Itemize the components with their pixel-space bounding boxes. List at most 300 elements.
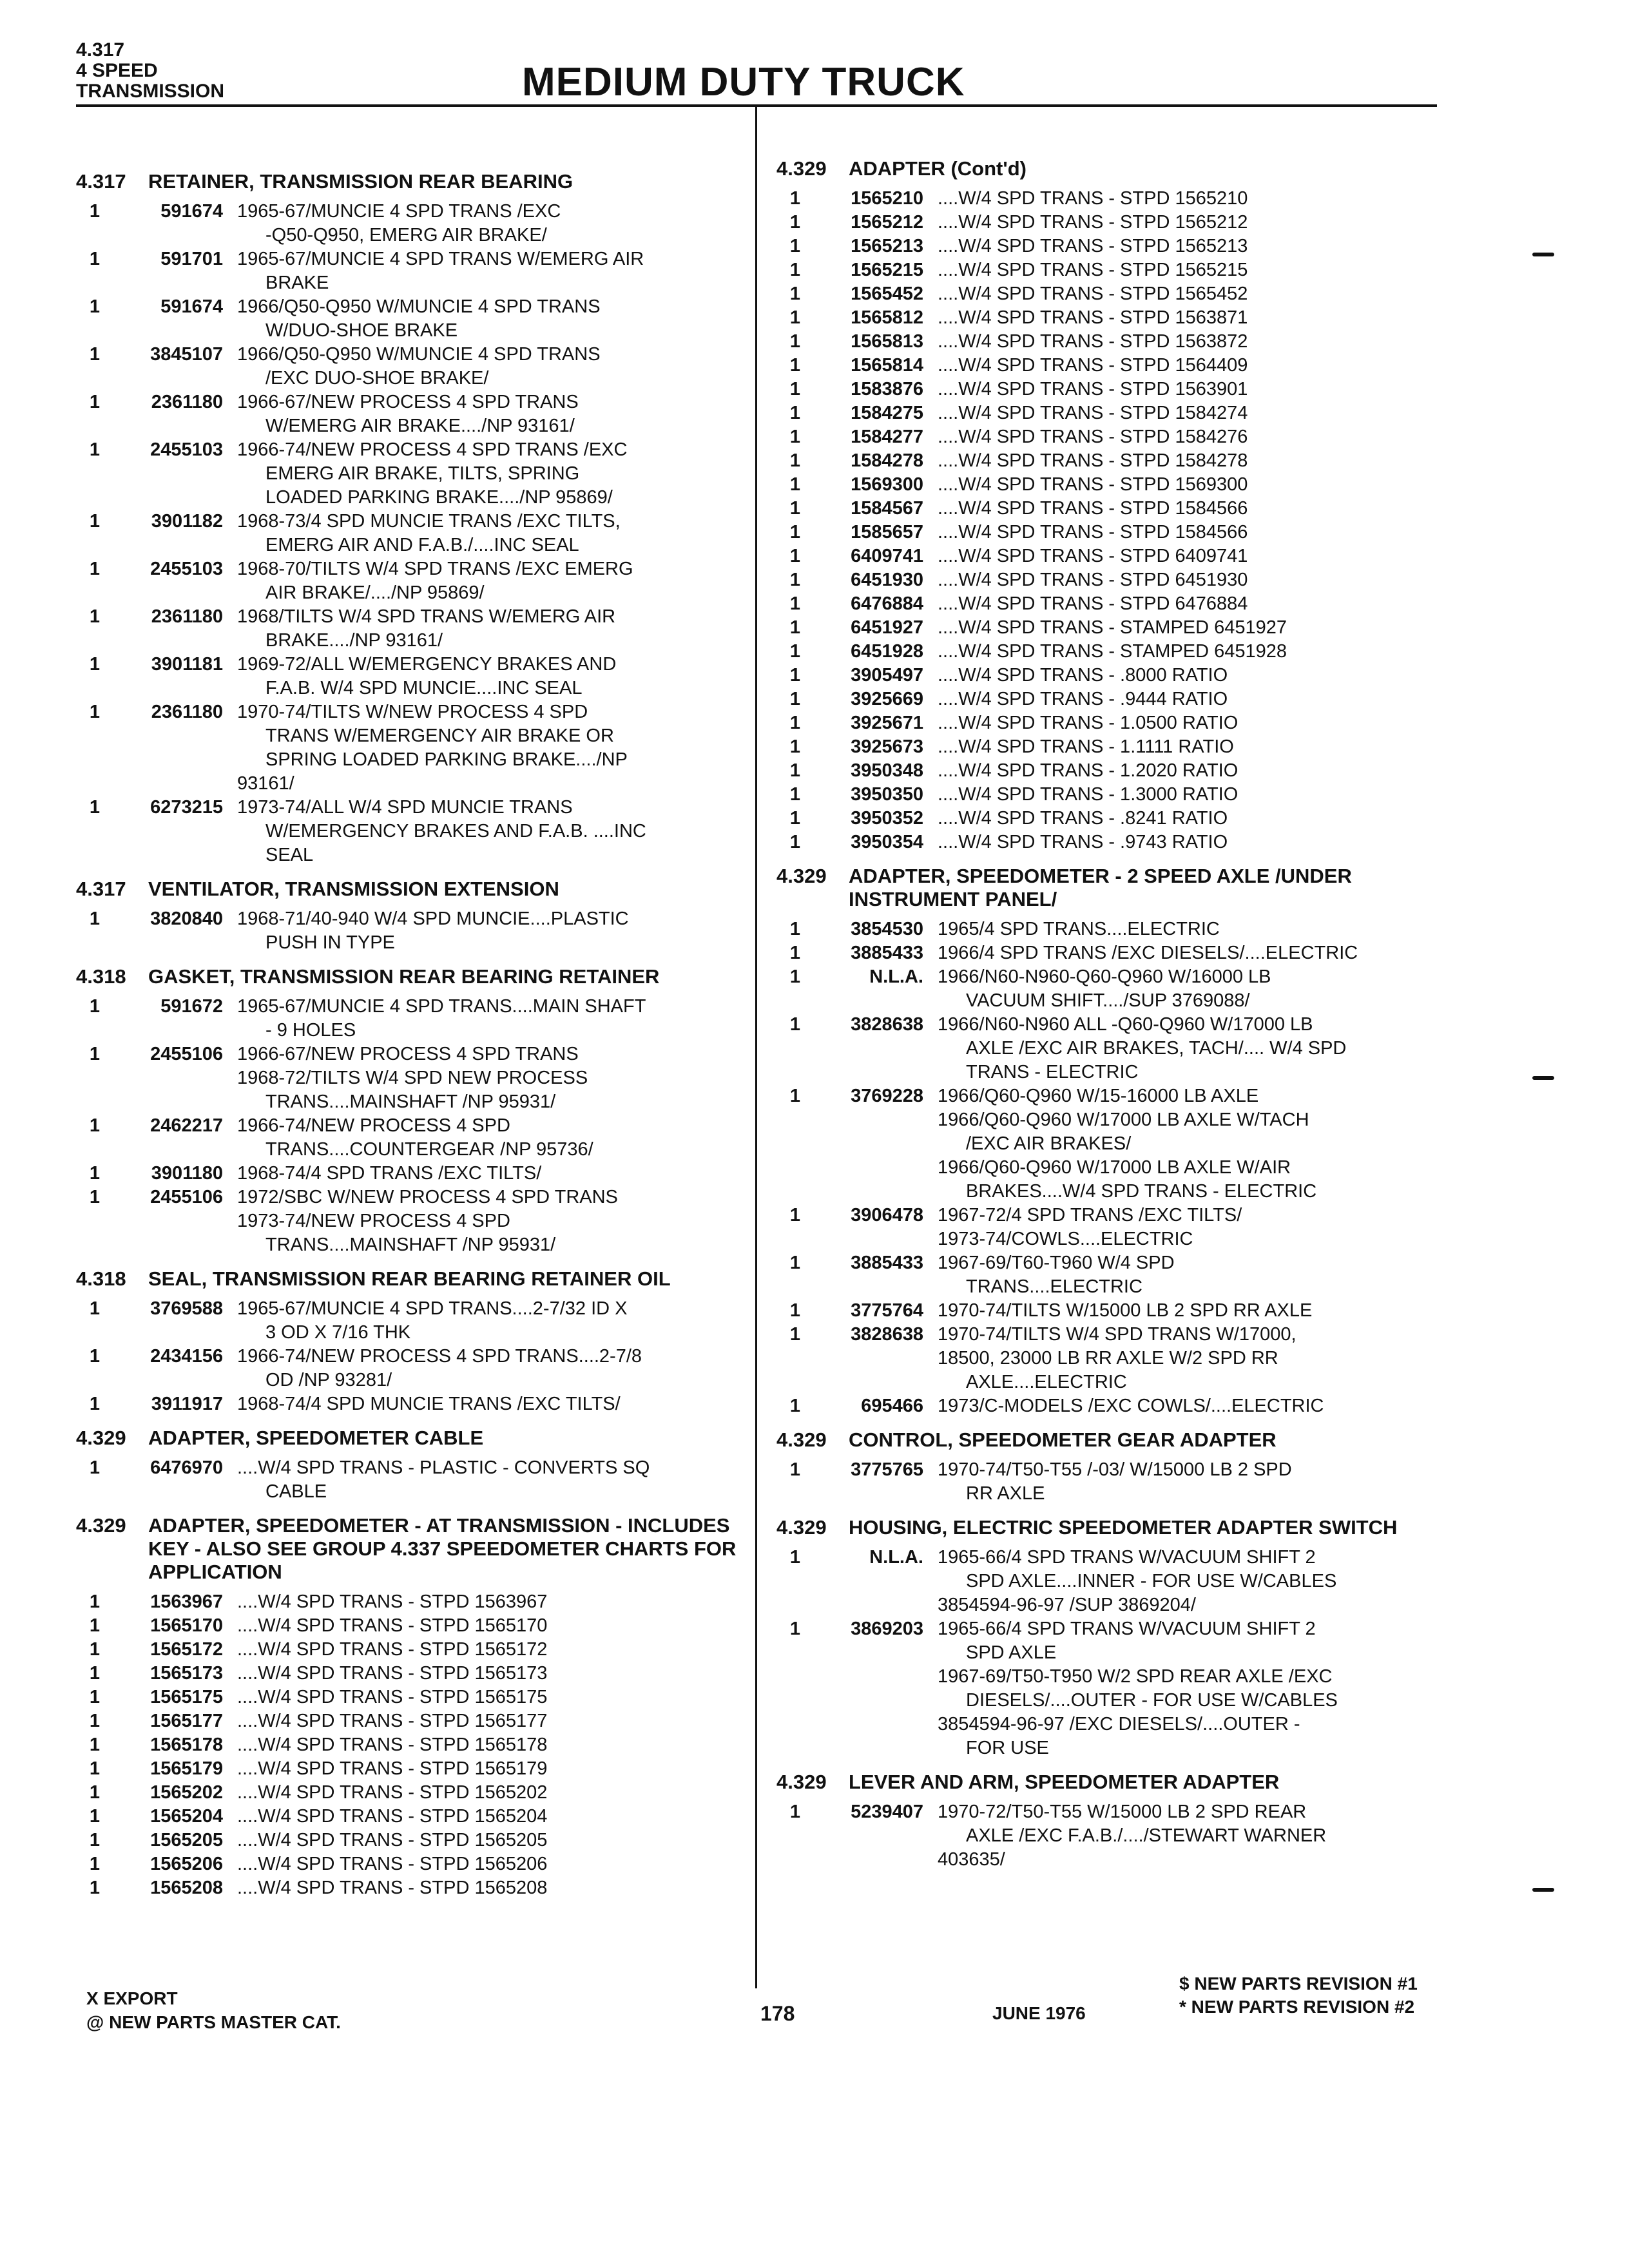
part-row [76, 295, 746, 343]
part-number: 591701 [160, 249, 223, 269]
part-quantity: 1 [789, 403, 801, 423]
part-quantity: 1 [789, 522, 801, 543]
part-row [776, 306, 1453, 330]
description-line: TRANS....ELECTRIC [966, 1276, 1142, 1297]
parts-section [76, 878, 746, 955]
part-number: 1563967 [150, 1591, 223, 1612]
description-line: ....W/4 SPD TRANS - STPD 1565210 [938, 188, 1248, 209]
part-description [237, 796, 746, 867]
section-title: LEVER AND ARM, SPEEDOMETER ADAPTER [849, 1771, 1280, 1793]
part-number: 1565210 [851, 188, 923, 209]
description-line: AXLE /EXC F.A.B./..../STEWART WARNER [966, 1825, 1327, 1846]
part-description [237, 295, 746, 343]
part-row [776, 687, 1453, 711]
part-quantity: 1 [789, 808, 801, 829]
part-quantity: 1 [89, 1346, 101, 1367]
part-description [938, 473, 1453, 497]
description-line: ....W/4 SPD TRANS - STAMPED 6451928 [938, 641, 1287, 662]
part-quantity: 1 [789, 1459, 801, 1480]
part-description [938, 831, 1453, 854]
part-quantity: 1 [789, 284, 801, 304]
part-description [237, 390, 746, 438]
section-title: ADAPTER, SPEEDOMETER - AT TRANSMISSION - INCLUDES KEY - ALSO SEE GROUP 4.337 SPEEDOMETER CHARTS FOR APPLICATION [148, 1514, 737, 1583]
description-line: 93161/ [237, 773, 294, 794]
description-line: 18500, 23000 LB RR AXLE W/2 SPD RR [938, 1348, 1278, 1369]
description-line: W/EMERG AIR BRAKE..../NP 93161/ [265, 416, 575, 436]
part-quantity: 1 [789, 1253, 801, 1273]
part-number: 6451927 [851, 617, 923, 638]
part-quantity: 1 [89, 511, 101, 532]
description-line: 1968-70/TILTS W/4 SPD TRANS /EXC EMERG [237, 559, 633, 579]
part-description [237, 1781, 746, 1805]
part-number: 3950354 [851, 832, 923, 852]
description-line: 3854594-96-97 /EXC DIESELS/....OUTER - [938, 1714, 1300, 1735]
part-description [237, 1686, 746, 1709]
part-quantity: 1 [89, 797, 101, 818]
part-quantity: 1 [789, 260, 801, 280]
section-number: 4.329 [776, 157, 827, 180]
part-row [776, 735, 1453, 759]
part-row [76, 200, 746, 247]
description-line: TRANS....MAINSHAFT /NP 95931/ [265, 1235, 556, 1255]
description-line: ....W/4 SPD TRANS - STPD 1565206 [237, 1854, 548, 1874]
description-line: 1973-74/NEW PROCESS 4 SPD [237, 1211, 510, 1231]
part-quantity: 1 [789, 498, 801, 519]
part-row [76, 1345, 746, 1392]
part-number: 3775764 [851, 1300, 923, 1321]
part-description [938, 1084, 1453, 1204]
part-quantity: 1 [789, 1396, 801, 1416]
description-line: 1965-67/MUNCIE 4 SPD TRANS....2-7/32 ID X [237, 1298, 628, 1319]
description-line: PUSH IN TYPE [265, 932, 395, 953]
part-description [938, 640, 1453, 664]
section-title: SEAL, TRANSMISSION REAR BEARING RETAINER OIL [148, 1267, 671, 1290]
description-line: 3854594-96-97 /SUP 3869204/ [938, 1595, 1196, 1615]
part-number: 1565205 [150, 1830, 223, 1850]
description-line: 1968-74/4 SPD MUNCIE TRANS /EXC TILTS/ [237, 1394, 621, 1414]
page-title: MEDIUM DUTY TRUCK [522, 60, 965, 104]
part-row [776, 711, 1453, 735]
part-row [76, 1662, 746, 1686]
left-column [76, 160, 746, 1900]
parts-section [76, 1267, 746, 1416]
description-line: EMERG AIR AND F.A.B./....INC SEAL [265, 535, 579, 555]
part-row [776, 1204, 1453, 1251]
description-line: TRANS....COUNTERGEAR /NP 95736/ [265, 1139, 593, 1160]
description-line: ....W/4 SPD TRANS - .8000 RATIO [938, 665, 1228, 686]
part-number: 3769228 [851, 1086, 923, 1106]
part-quantity: 1 [789, 832, 801, 852]
part-number: 5239407 [851, 1802, 923, 1822]
part-number: 3925673 [851, 736, 923, 757]
part-number: 3885433 [851, 1253, 923, 1273]
section-heading [76, 1427, 746, 1450]
description-line: ....W/4 SPD TRANS - STPD 1565177 [237, 1711, 548, 1731]
part-description [938, 735, 1453, 759]
part-number: 1584567 [851, 498, 923, 519]
part-row [776, 918, 1453, 941]
description-line: /EXC DUO-SHOE BRAKE/ [265, 368, 489, 389]
part-quantity: 1 [789, 943, 801, 963]
part-quantity: 1 [789, 1324, 801, 1345]
description-line: 1967-69/T50-T950 W/2 SPD REAR AXLE /EXC [938, 1666, 1333, 1687]
part-row [776, 497, 1453, 521]
part-quantity: 1 [789, 1086, 801, 1106]
part-row [776, 831, 1453, 854]
description-line: VACUUM SHIFT..../SUP 3769088/ [966, 990, 1250, 1011]
part-number: 3775765 [851, 1459, 923, 1480]
description-line: FOR USE [966, 1738, 1049, 1758]
description-line: ....W/4 SPD TRANS - STPD 1564409 [938, 355, 1248, 376]
part-number: 591674 [160, 296, 223, 317]
part-row [776, 425, 1453, 449]
part-row [776, 965, 1453, 1013]
part-quantity: 1 [789, 760, 801, 781]
part-number: 3905497 [851, 665, 923, 686]
part-number: 1584278 [851, 450, 923, 471]
part-description [938, 401, 1453, 425]
part-quantity: 1 [89, 344, 101, 365]
part-row [76, 1162, 746, 1186]
part-row [776, 807, 1453, 831]
footer-revision-2: * NEW PARTS REVISION #2 [1179, 1997, 1415, 2017]
part-quantity: 1 [789, 736, 801, 757]
footer-date: JUNE 1976 [992, 2003, 1086, 2023]
part-description [938, 1299, 1453, 1323]
description-line: W/EMERGENCY BRAKES AND F.A.B. ....INC [265, 821, 646, 841]
part-description [938, 965, 1453, 1013]
description-line: ....W/4 SPD TRANS - STPD 6451930 [938, 570, 1248, 590]
description-line: 1972/SBC W/NEW PROCESS 4 SPD TRANS [237, 1187, 618, 1207]
part-quantity: 1 [789, 641, 801, 662]
section-number: 4.317 [76, 170, 126, 193]
part-number: 2455106 [150, 1044, 223, 1064]
part-description [237, 1186, 746, 1257]
part-row [76, 1638, 746, 1662]
part-quantity: 1 [789, 379, 801, 399]
description-line: ....W/4 SPD TRANS - STPD 1565215 [938, 260, 1248, 280]
part-number: 3950348 [851, 760, 923, 781]
part-row [76, 438, 746, 510]
part-number: 1565202 [150, 1782, 223, 1803]
part-quantity: 1 [89, 559, 101, 579]
part-row [776, 941, 1453, 965]
part-description [237, 247, 746, 295]
part-description [237, 343, 746, 390]
section-title: ADAPTER, SPEEDOMETER CABLE [148, 1427, 484, 1449]
description-line: LOADED PARKING BRAKE..../NP 95869/ [265, 487, 613, 508]
section-number: 4.329 [776, 865, 827, 887]
description-line: 1970-74/TILTS W/NEW PROCESS 4 SPD [237, 702, 588, 722]
part-number: 1585657 [851, 522, 923, 543]
description-line: 1970-74/T50-T55 /-03/ W/15000 LB 2 SPD [938, 1459, 1292, 1480]
part-quantity: 1 [89, 996, 101, 1017]
part-description [938, 258, 1453, 282]
part-description [938, 711, 1453, 735]
part-description [938, 592, 1453, 616]
part-number: 591672 [160, 996, 223, 1017]
part-description [938, 1013, 1453, 1084]
part-description [938, 211, 1453, 235]
margin-mark [1532, 253, 1554, 256]
description-line: ....W/4 SPD TRANS - STPD 1563871 [938, 307, 1248, 328]
part-row [776, 235, 1453, 258]
part-quantity: 1 [789, 570, 801, 590]
description-line: 1973-74/ALL W/4 SPD MUNCIE TRANS [237, 797, 573, 818]
part-row [76, 247, 746, 295]
part-description [938, 1800, 1453, 1872]
part-row [76, 1614, 746, 1638]
part-description [938, 1204, 1453, 1251]
parts-section [776, 157, 1453, 854]
part-description [237, 1456, 746, 1504]
description-line: 1966/Q50-Q950 W/MUNCIE 4 SPD TRANS [237, 296, 601, 317]
part-row [76, 1852, 746, 1876]
part-number: 3950352 [851, 808, 923, 829]
description-line: 3 OD X 7/16 THK [265, 1322, 411, 1343]
part-quantity: 1 [89, 439, 101, 460]
header-section-number: 4.317 [76, 39, 125, 61]
part-description [938, 235, 1453, 258]
part-quantity: 1 [789, 355, 801, 376]
description-line: 1966/N60-N960 ALL -Q60-Q960 W/17000 LB [938, 1014, 1313, 1035]
part-number: 2462217 [150, 1115, 223, 1136]
part-description [938, 521, 1453, 544]
part-description [938, 568, 1453, 592]
description-line: ....W/4 SPD TRANS - STPD 1565204 [237, 1806, 548, 1827]
description-line: ....W/4 SPD TRANS - STPD 1565170 [237, 1615, 548, 1636]
part-row [776, 1013, 1453, 1084]
part-row [776, 783, 1453, 807]
description-line: ....W/4 SPD TRANS - STPD 1565175 [237, 1687, 548, 1707]
header-section-label [76, 40, 224, 102]
section-heading [76, 878, 746, 901]
description-line: TRANS - ELECTRIC [966, 1062, 1139, 1082]
description-line: ....W/4 SPD TRANS - STPD 1565452 [938, 284, 1248, 304]
description-line: ....W/4 SPD TRANS - STPD 1565173 [237, 1663, 548, 1684]
description-line: BRAKE [265, 273, 329, 293]
part-row [776, 1084, 1453, 1204]
description-line: ....W/4 SPD TRANS - .8241 RATIO [938, 808, 1228, 829]
part-quantity: 1 [789, 450, 801, 471]
parts-section [76, 1427, 746, 1504]
description-line: ....W/4 SPD TRANS - STPD 1565172 [237, 1639, 548, 1660]
part-number: 3869203 [851, 1619, 923, 1639]
description-line: 1973-74/COWLS....ELECTRIC [938, 1229, 1193, 1249]
description-line: 1968-71/40-940 W/4 SPD MUNCIE....PLASTIC [237, 908, 629, 929]
part-row [76, 510, 746, 557]
part-quantity: 1 [89, 1711, 101, 1731]
part-quantity: 1 [89, 249, 101, 269]
part-description [237, 1876, 746, 1900]
description-line: W/DUO-SHOE BRAKE [265, 320, 458, 341]
part-quantity: 1 [89, 1758, 101, 1779]
description-line: SPD AXLE....INNER - FOR USE W/CABLES [966, 1571, 1337, 1591]
part-description [938, 941, 1453, 965]
part-number: 2455106 [150, 1187, 223, 1207]
description-line: ....W/4 SPD TRANS - STAMPED 6451927 [938, 617, 1287, 638]
part-row [776, 759, 1453, 783]
description-line: 1965-66/4 SPD TRANS W/VACUUM SHIFT 2 [938, 1547, 1316, 1568]
description-line: ....W/4 SPD TRANS - STPD 1565179 [237, 1758, 548, 1779]
part-row [776, 521, 1453, 544]
part-number: 2455103 [150, 439, 223, 460]
part-number: N.L.A. [869, 1547, 923, 1568]
description-line: TRANS W/EMERGENCY AIR BRAKE OR [265, 726, 614, 746]
part-description [237, 1162, 746, 1186]
part-number: 1565177 [150, 1711, 223, 1731]
part-number: 1565213 [851, 236, 923, 256]
part-number: N.L.A. [869, 966, 923, 987]
description-line: 1966-74/NEW PROCESS 4 SPD [237, 1115, 510, 1136]
part-number: 3901181 [151, 654, 223, 675]
part-number: 6273215 [150, 797, 223, 818]
description-line: 1968-74/4 SPD TRANS /EXC TILTS/ [237, 1163, 542, 1184]
part-quantity: 1 [89, 201, 101, 222]
description-line: DIESELS/....OUTER - FOR USE W/CABLES [966, 1690, 1338, 1711]
description-line: BRAKE..../NP 93161/ [265, 630, 443, 651]
part-quantity: 1 [89, 1615, 101, 1636]
part-row [76, 605, 746, 653]
part-description [237, 1733, 746, 1757]
description-line: ....W/4 SPD TRANS - STPD 1584276 [938, 427, 1248, 447]
description-line: 1966/4 SPD TRANS /EXC DIESELS/....ELECTRIC [938, 943, 1358, 963]
description-line: 1968-73/4 SPD MUNCIE TRANS /EXC TILTS, [237, 511, 621, 532]
description-line: ....W/4 SPD TRANS - STPD 1565212 [938, 212, 1248, 233]
description-line: 1966/Q60-Q960 W/17000 LB AXLE W/TACH [938, 1110, 1309, 1130]
section-title: RETAINER, TRANSMISSION REAR BEARING [148, 170, 574, 193]
description-line: /EXC AIR BRAKES/ [966, 1133, 1132, 1154]
part-number: 3901180 [151, 1163, 223, 1184]
part-quantity: 1 [789, 474, 801, 495]
part-description [938, 1617, 1453, 1760]
part-quantity: 1 [789, 593, 801, 614]
part-number: 3769588 [150, 1298, 223, 1319]
part-row [776, 1458, 1453, 1506]
description-line: ....W/4 SPD TRANS - STPD 1565205 [237, 1830, 548, 1850]
description-line: ....W/4 SPD TRANS - STPD 1563967 [237, 1591, 548, 1612]
part-description [237, 200, 746, 247]
part-quantity: 1 [789, 1300, 801, 1321]
description-line: 1965/4 SPD TRANS....ELECTRIC [938, 919, 1220, 939]
part-number: 3845107 [150, 344, 223, 365]
description-line: 1969-72/ALL W/EMERGENCY BRAKES AND [237, 654, 617, 675]
part-description [237, 1043, 746, 1114]
part-quantity: 1 [789, 1205, 801, 1225]
part-quantity: 1 [789, 188, 801, 209]
part-number: 3950350 [851, 784, 923, 805]
part-quantity: 1 [789, 784, 801, 805]
right-column [776, 147, 1453, 1872]
section-heading [776, 865, 1453, 911]
part-quantity: 1 [89, 1687, 101, 1707]
part-quantity: 1 [789, 617, 801, 638]
part-description [938, 187, 1453, 211]
part-row [776, 1617, 1453, 1760]
part-description [237, 1590, 746, 1614]
part-number: 1565170 [150, 1615, 223, 1636]
description-line: 1966/N60-N960-Q60-Q960 W/16000 LB [938, 966, 1271, 987]
part-quantity: 1 [789, 1619, 801, 1639]
description-line: 1966/Q50-Q950 W/MUNCIE 4 SPD TRANS [237, 344, 601, 365]
part-number: 1584275 [851, 403, 923, 423]
part-number: 1565814 [851, 355, 923, 376]
part-row [76, 1186, 746, 1257]
part-number: 1565215 [851, 260, 923, 280]
part-description [237, 700, 746, 796]
description-line: 1965-66/4 SPD TRANS W/VACUUM SHIFT 2 [938, 1619, 1316, 1639]
part-description [938, 1546, 1453, 1617]
description-line: 1967-69/T60-T960 W/4 SPD [938, 1253, 1175, 1273]
description-line: - 9 HOLES [265, 1020, 356, 1041]
description-line: 1973/C-MODELS /EXC COWLS/....ELECTRIC [938, 1396, 1324, 1416]
part-row [76, 1733, 746, 1757]
part-row [76, 1757, 746, 1781]
description-line: ....W/4 SPD TRANS - STPD 1584566 [938, 522, 1248, 543]
description-line: 1968-72/TILTS W/4 SPD NEW PROCESS [237, 1068, 588, 1088]
description-line: 1968/TILTS W/4 SPD TRANS W/EMERG AIR [237, 606, 616, 627]
part-quantity: 1 [89, 1187, 101, 1207]
description-line: TRANS....MAINSHAFT /NP 95931/ [265, 1091, 556, 1112]
part-number: 3906478 [851, 1205, 923, 1225]
part-row [76, 1781, 746, 1805]
part-description [938, 1251, 1453, 1299]
part-description [237, 1638, 746, 1662]
part-quantity: 1 [89, 1298, 101, 1319]
part-description [237, 1345, 746, 1392]
section-title: CONTROL, SPEEDOMETER GEAR ADAPTER [849, 1428, 1277, 1451]
section-title: ADAPTER, SPEEDOMETER - 2 SPEED AXLE /UNDER INSTRUMENT PANEL/ [849, 865, 1352, 910]
part-description [237, 1709, 746, 1733]
section-heading [776, 1516, 1453, 1539]
description-line: SEAL [265, 845, 314, 865]
description-line: 1965-67/MUNCIE 4 SPD TRANS W/EMERG AIR [237, 249, 644, 269]
section-number: 4.318 [76, 1267, 126, 1290]
part-description [237, 1829, 746, 1852]
description-line: ....W/4 SPD TRANS - .9444 RATIO [938, 689, 1228, 709]
part-description [938, 354, 1453, 378]
part-quantity: 1 [789, 665, 801, 686]
part-quantity: 1 [789, 427, 801, 447]
page-number: 178 [760, 2002, 795, 2025]
part-quantity: 1 [89, 1735, 101, 1755]
description-line: EMERG AIR BRAKE, TILTS, SPRING [265, 463, 580, 484]
part-row [776, 258, 1453, 282]
description-line: 1966/Q60-Q960 W/17000 LB AXLE W/AIR [938, 1157, 1291, 1178]
part-description [938, 282, 1453, 306]
description-line: 1970-74/TILTS W/15000 LB 2 SPD RR AXLE [938, 1300, 1313, 1321]
part-description [237, 1805, 746, 1829]
part-row [76, 1392, 746, 1416]
part-description [237, 1614, 746, 1638]
description-line: ....W/4 SPD TRANS - STPD 6409741 [938, 546, 1248, 566]
description-line: AIR BRAKE/..../NP 95869/ [265, 582, 485, 603]
part-quantity: 1 [89, 1394, 101, 1414]
part-quantity: 1 [89, 1163, 101, 1184]
part-row [776, 187, 1453, 211]
section-heading [76, 1267, 746, 1291]
part-row [776, 354, 1453, 378]
part-number: 3885433 [851, 943, 923, 963]
part-quantity: 1 [89, 1591, 101, 1612]
part-number: 1565452 [851, 284, 923, 304]
part-number: 1569300 [851, 474, 923, 495]
part-row [776, 330, 1453, 354]
part-row [776, 378, 1453, 401]
description-line: ....W/4 SPD TRANS - STPD 1584566 [938, 498, 1248, 519]
part-number: 3901182 [151, 511, 223, 532]
section-heading [776, 1771, 1453, 1794]
